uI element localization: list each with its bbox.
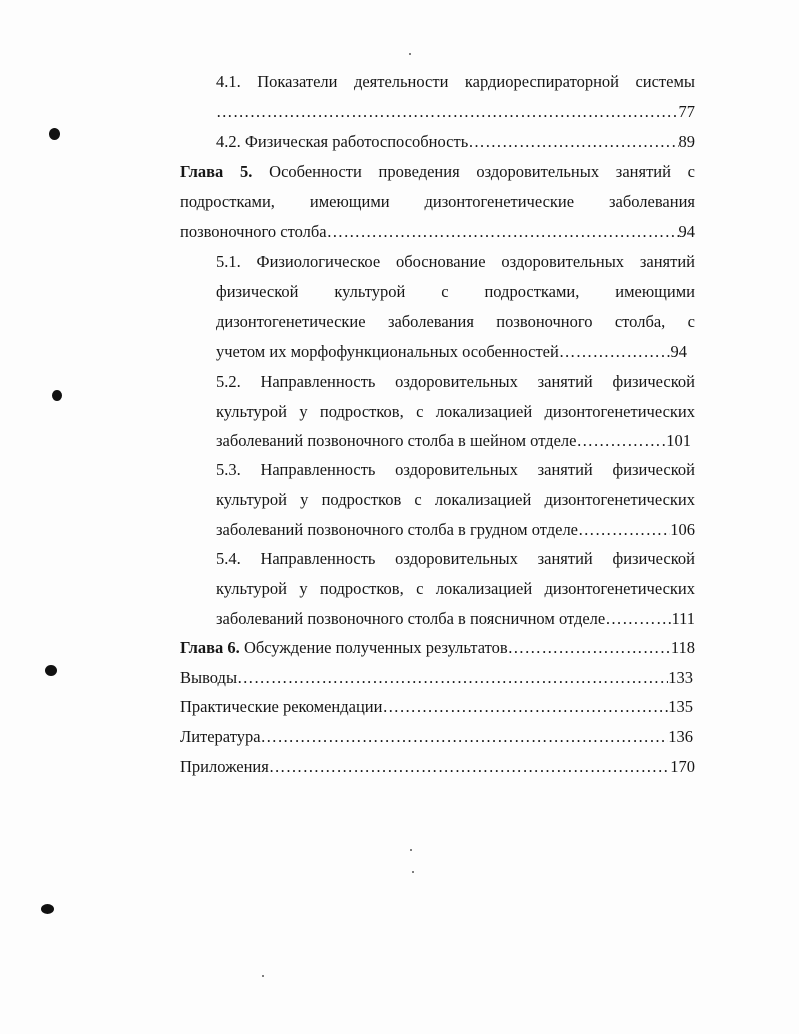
toc-entry-4-1-leader [216,100,695,124]
toc-appendices [180,755,695,779]
page-number: 118 [670,638,695,657]
toc-entry-5-2-line-3 [216,429,691,453]
page-number: 106 [670,520,695,539]
entry-title: 4.2. Физическая работоспособность [216,132,469,151]
toc-entry-5-4-line-2: культурой у подростков, с локализацией дизонтогенетических [216,579,695,598]
punch-hole-mark [45,665,57,676]
page-number: 89 [678,132,695,151]
dot-leader [237,666,668,690]
entry-title: заболеваний позвоночного столба в грудном отделе [216,520,579,539]
toc-entry-5-3-line-2: культурой у подростков с локализацией дизонтогенетических [216,490,695,509]
toc-entry-5-4-line-1: 5.4. Направленность оздоровительных занятий физической [216,549,695,568]
toc-recommendations [180,695,693,719]
toc-entry-5-2-line-2: культурой у подростков, с локализацией дизонтогенетических [216,402,695,421]
dot-leader [327,220,679,244]
toc-literature [180,725,693,749]
toc-chapter-6 [180,636,695,660]
toc-chapter-5-line-1 [180,160,695,184]
page-number: 135 [668,697,693,716]
chapter-title: Особенности проведения оздоровительных занятий с [269,162,695,181]
page-number: 133 [668,668,693,687]
toc-entry-5-4-line-3 [216,607,695,631]
entry-title: учетом их морфофункциональных особенностей [216,342,559,361]
dot-leader [382,695,668,719]
entry-title: заболеваний позвоночного столба в шейном отделе [216,431,577,450]
chapter-label: Глава 6. [180,638,240,657]
dot-leader [216,100,679,124]
page-number: 77 [678,102,695,121]
dot-leader [508,636,671,660]
page-number: 136 [668,727,693,746]
punch-hole-mark [41,904,54,914]
dot-leader [559,340,671,364]
scan-speck [412,871,414,873]
chapter-label: Глава 5. [180,162,253,181]
toc-entry-5-3-line-3 [216,518,695,542]
toc-entry-5-3-line-1: 5.3. Направленность оздоровительных занятий физической [216,460,695,479]
toc-entry-5-1-line-4 [216,340,687,364]
page-number: 94 [678,222,695,241]
punch-hole-mark [52,390,62,401]
entry-title: Литература [180,727,261,746]
dot-leader [578,518,670,542]
scan-speck [410,849,412,851]
chapter-title: Обсуждение полученных результатов [243,638,508,657]
toc-entry-4-1-title: 4.1. Показатели деятельности кардиореспираторной системы [216,72,695,91]
page-number: 94 [670,342,687,361]
entry-title: Практические рекомендации [180,697,383,716]
dot-leader [576,429,666,453]
page-number: 101 [666,431,691,450]
toc-entry-5-1-line-3: дизонтогенетические заболевания позвоночного столба, с [216,312,695,331]
scan-speck [262,975,264,977]
punch-hole-mark [49,128,60,140]
toc-chapter-5-line-3 [180,220,695,244]
toc-entry-5-2-line-1: 5.2. Направленность оздоровительных занятий физической [216,372,695,391]
dot-leader [605,607,671,631]
toc-entry-4-2 [216,130,695,154]
page-number: 170 [670,757,695,776]
dot-leader [468,130,678,154]
scan-speck [409,53,411,55]
entry-title: позвоночного столба [180,222,327,241]
entry-title: заболеваний позвоночного столба в поясничном отделе [216,609,606,628]
entry-title: Выводы [180,668,238,687]
toc-entry-5-1-line-2: физической культурой с подростками, имеющими [216,282,695,301]
toc-entry-5-1-line-1: 5.1. Физиологическое обоснование оздоровительных занятий [216,252,695,271]
entry-title [180,636,508,660]
entry-title: Приложения [180,757,269,776]
toc-chapter-5-line-2: подростками, имеющими дизонтогенетические заболевания [180,192,695,211]
toc-conclusions [180,666,693,690]
dot-leader [261,725,669,749]
dot-leader [269,755,670,779]
page-number: 111 [671,609,695,628]
